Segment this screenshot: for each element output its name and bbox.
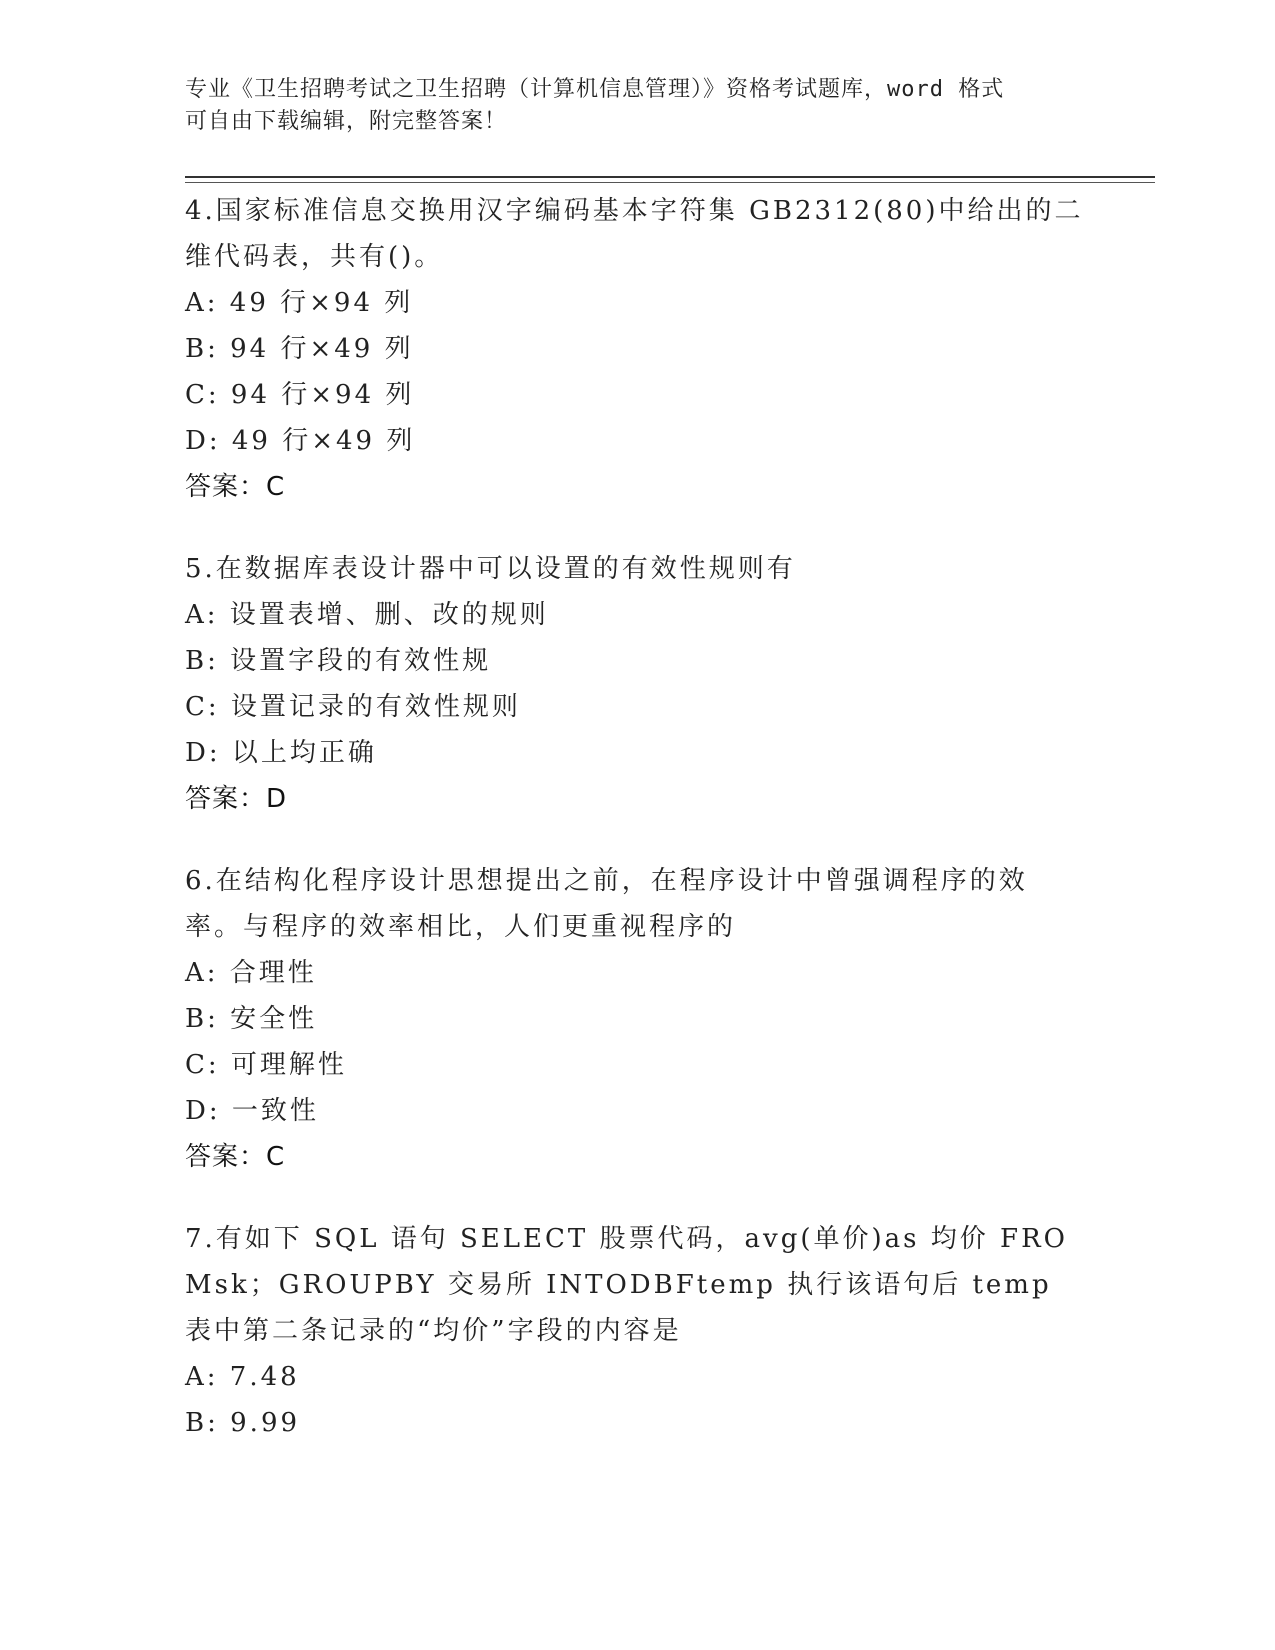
- option-a: A: 7.48: [185, 1362, 300, 1392]
- header-line-1: 专业《卫生招聘考试之卫生招聘（计算机信息管理）》资格考试题库，word 格式: [185, 77, 1005, 102]
- option-a: A: 设置表增、删、改的规则: [185, 600, 549, 630]
- option-b: B: 9.99: [185, 1408, 301, 1438]
- question-stem: 5.在数据库表设计器中可以设置的有效性规则有: [185, 554, 796, 584]
- answer: 答案：C: [185, 472, 286, 502]
- question-stem: 6.在结构化程序设计思想提出之前，在程序设计中曾强调程序的效率。与程序的效率相比，人们更重视程序的: [185, 866, 1028, 942]
- question-stem: 7.有如下 SQL 语句 SELECT 股票代码，avg(单价)as 均价 FROMsk；GROUPBY 交易所 INTODBFtemp 执行该语句后 temp 表中第二条记录的“均价”字段的内容是: [185, 1224, 1068, 1346]
- question-5: [185, 546, 1085, 822]
- option-d: D: 一致性: [185, 1096, 319, 1126]
- question-6: [185, 858, 1085, 1180]
- option-d: D: 49 行×49 列: [185, 426, 416, 456]
- question-list: [185, 188, 1085, 1482]
- question-stem: 4.国家标准信息交换用汉字编码基本字符集 GB2312(80)中给出的二维代码表，共有()。: [185, 196, 1084, 272]
- option-a: A: 合理性: [185, 958, 317, 988]
- question-7: [185, 1216, 1085, 1446]
- option-b: B: 设置字段的有效性规: [185, 646, 492, 676]
- option-b: B: 安全性: [185, 1004, 318, 1034]
- option-c: C: 设置记录的有效性规则: [185, 692, 521, 722]
- option-b: B: 94 行×49 列: [185, 334, 414, 364]
- question-4: [185, 188, 1085, 510]
- answer: 答案：C: [185, 1142, 286, 1172]
- document-header: [185, 74, 1065, 138]
- option-d: D: 以上均正确: [185, 738, 377, 768]
- answer: 答案：D: [185, 784, 288, 814]
- option-c: C: 可理解性: [185, 1050, 347, 1080]
- option-a: A: 49 行×94 列: [185, 288, 414, 318]
- header-divider-thin: [185, 182, 1155, 183]
- option-c: C: 94 行×94 列: [185, 380, 415, 410]
- header-line-2: 可自由下载编辑，附完整答案！: [185, 109, 508, 134]
- header-divider-thick: [185, 176, 1155, 178]
